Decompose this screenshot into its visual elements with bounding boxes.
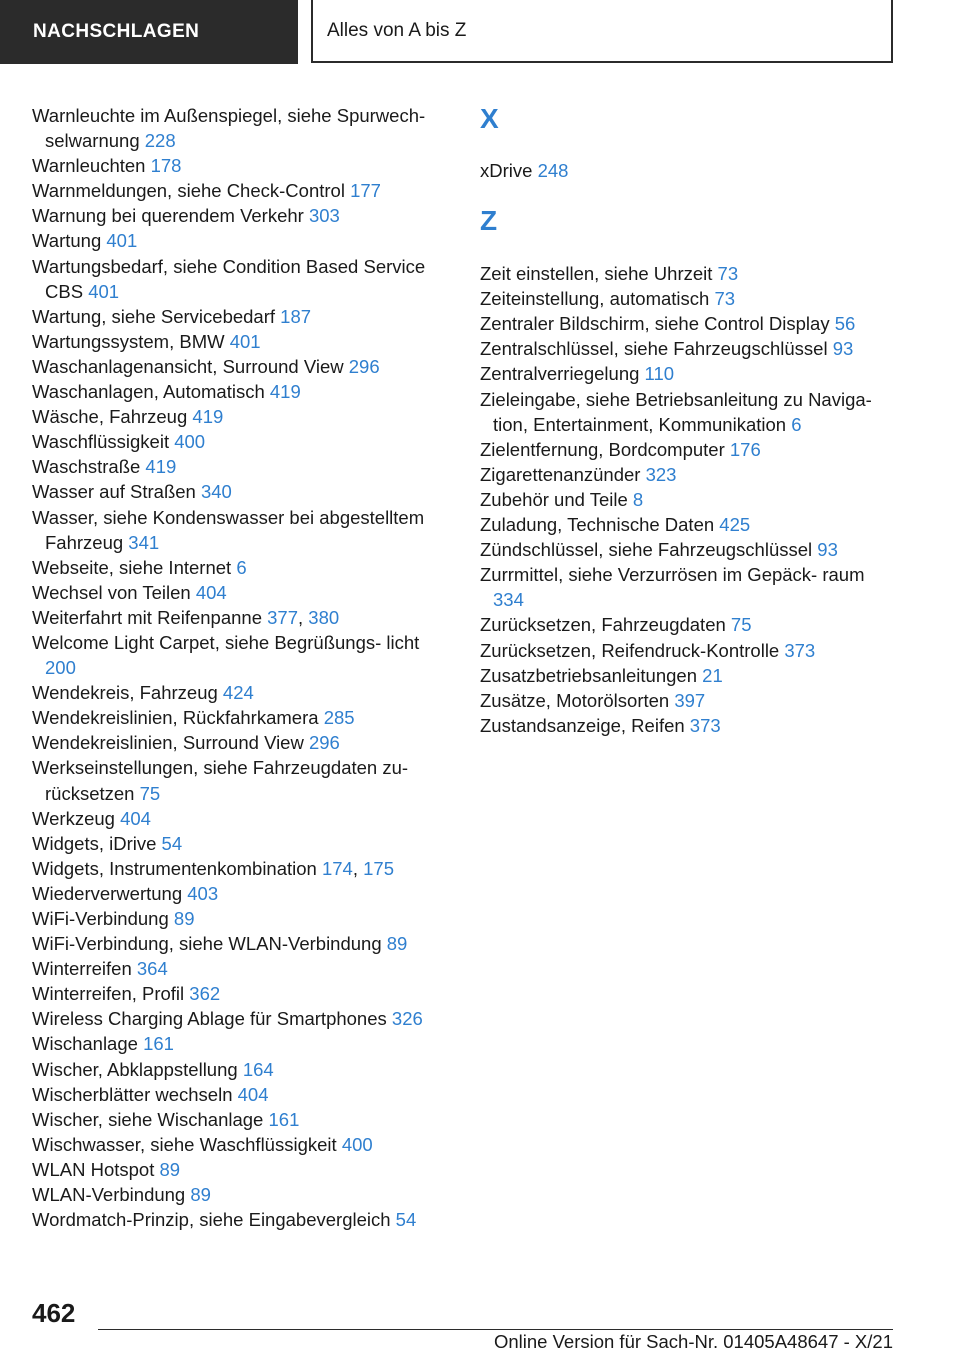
page-reference-link[interactable]: 161 bbox=[268, 1108, 300, 1130]
index-term: Wiederverwertung bbox=[32, 882, 183, 904]
page-reference-link[interactable]: 56 bbox=[834, 313, 856, 335]
page-reference-link[interactable]: 404 bbox=[195, 581, 227, 603]
index-entry bbox=[32, 755, 452, 805]
page-reference-link[interactable]: 380 bbox=[308, 606, 340, 628]
index-term: Zubehör und Teile bbox=[480, 488, 628, 510]
page-reference-link[interactable]: 362 bbox=[189, 983, 221, 1005]
page-reference-link[interactable]: 401 bbox=[229, 330, 261, 352]
index-entry bbox=[32, 1107, 452, 1132]
page-reference-link[interactable]: 419 bbox=[192, 406, 224, 428]
index-term: Wischwasser, siehe Waschflüssigkeit bbox=[32, 1133, 337, 1155]
index-term: Zusatzbetriebsanleitungen bbox=[480, 664, 698, 686]
page-reference-link[interactable]: 401 bbox=[106, 230, 138, 252]
index-term: Wendekreislinien, Rückfahrkamera bbox=[32, 707, 319, 729]
page-reference-link[interactable]: 400 bbox=[174, 431, 206, 453]
index-term: Waschanlagenansicht, Surround View bbox=[32, 355, 344, 377]
index-term: WiFi-Verbindung, siehe WLAN-Verbindung bbox=[32, 933, 382, 955]
index-entry bbox=[480, 286, 900, 311]
page-reference-link[interactable]: 89 bbox=[386, 933, 408, 955]
page-reference-link[interactable]: 401 bbox=[88, 280, 120, 302]
page-reference-link[interactable]: 296 bbox=[308, 732, 340, 754]
page-reference-link[interactable]: 177 bbox=[350, 180, 381, 202]
page-reference-link[interactable]: 425 bbox=[719, 514, 751, 536]
index-term: Warnung bei querendem Verkehr bbox=[32, 205, 304, 227]
index-term: Zündschlüssel, siehe Fahrzeugschlüssel bbox=[480, 539, 813, 561]
index-term: Zentralverriegelung bbox=[480, 363, 640, 385]
index-term: Wischer, siehe Wischanlage bbox=[32, 1108, 264, 1130]
page-reference-link[interactable]: 303 bbox=[308, 205, 340, 227]
index-term: Zeiteinstellung, automatisch bbox=[480, 288, 710, 310]
index-term: Zurrmittel, siehe Verzurrösen im Gepäck- raum bbox=[480, 564, 865, 586]
index-term: Werkseinstellungen, siehe Fahrzeugdaten zu- rücksetzen bbox=[32, 757, 409, 804]
index-entry bbox=[32, 906, 452, 931]
index-term: Zurücksetzen, Reifendruck-Kontrolle bbox=[480, 639, 780, 661]
page-reference-link[interactable]: 89 bbox=[190, 1184, 211, 1206]
index-term: Widgets, Instrumentenkombination bbox=[32, 857, 317, 879]
page-reference-link[interactable]: 110 bbox=[644, 363, 675, 385]
page-reference-link[interactable]: 326 bbox=[391, 1008, 423, 1030]
index-entry bbox=[32, 379, 452, 404]
header-title-box bbox=[311, 0, 893, 63]
index-entry bbox=[480, 562, 900, 612]
section-letter-heading: Z bbox=[480, 205, 498, 237]
footer-divider bbox=[98, 1329, 893, 1330]
page-reference-link[interactable]: 419 bbox=[269, 381, 301, 403]
page-reference-link[interactable]: 248 bbox=[537, 160, 569, 181]
index-term: Wasser, siehe Kondenswasser bei abgestelltem Fahrzeug bbox=[32, 506, 425, 553]
index-entry bbox=[32, 254, 452, 304]
index-entry bbox=[32, 103, 452, 153]
page-reference-link[interactable]: 334 bbox=[493, 589, 524, 611]
page-reference-link[interactable]: 424 bbox=[222, 682, 254, 704]
page-reference-link[interactable]: 187 bbox=[280, 305, 312, 327]
page-reference-link[interactable]: 75 bbox=[139, 782, 161, 804]
index-term: Zielentfernung, Bordcomputer bbox=[480, 438, 725, 460]
index-entry bbox=[480, 387, 900, 437]
index-term: Wasser auf Straßen bbox=[32, 481, 196, 503]
index-entry bbox=[32, 329, 452, 354]
index-entry bbox=[32, 730, 452, 755]
index-entry bbox=[32, 1057, 452, 1082]
index-term: Welcome Light Carpet, siehe Begrüßungs- licht bbox=[32, 631, 420, 653]
index-term: Wischanlage bbox=[32, 1033, 138, 1055]
page-reference-link[interactable]: 341 bbox=[128, 531, 160, 553]
section-letter-heading: X bbox=[480, 103, 499, 134]
index-entry bbox=[480, 462, 900, 487]
page-reference-link[interactable]: 161 bbox=[143, 1033, 174, 1055]
index-entry bbox=[480, 158, 900, 183]
index-entry bbox=[32, 178, 452, 203]
index-entry bbox=[480, 361, 900, 386]
index-entry bbox=[32, 228, 452, 253]
index-entry bbox=[32, 1157, 452, 1182]
page-reference-link[interactable]: 296 bbox=[348, 355, 380, 377]
index-entry bbox=[32, 580, 452, 605]
page-reference-link[interactable]: 377 bbox=[267, 606, 299, 628]
index-term: xDrive bbox=[480, 160, 533, 181]
index-term: Webseite, siehe Internet bbox=[32, 556, 232, 578]
index-term: Warnleuchten bbox=[32, 155, 146, 177]
index-entry bbox=[32, 630, 452, 680]
index-entry bbox=[32, 881, 452, 906]
index-term: WLAN Hotspot bbox=[32, 1158, 155, 1180]
index-term: Wischerblätter wechseln bbox=[32, 1083, 233, 1105]
index-term: Winterreifen bbox=[32, 958, 132, 980]
index-entry bbox=[480, 537, 900, 562]
page-reference-link[interactable]: 373 bbox=[784, 639, 816, 661]
index-entry bbox=[32, 680, 452, 705]
page-reference-link[interactable]: 21 bbox=[702, 664, 723, 686]
index-entry bbox=[480, 437, 900, 462]
index-term: Zigarettenanzünder bbox=[480, 463, 641, 485]
page-reference-link[interactable]: 228 bbox=[144, 130, 176, 152]
index-term: Winterreifen, Profil bbox=[32, 983, 185, 1005]
index-term: Waschanlagen, Automatisch bbox=[32, 381, 265, 403]
page-title: Alles von A bis Z bbox=[327, 19, 467, 41]
index-entry bbox=[32, 1031, 452, 1056]
page-reference-link[interactable]: 364 bbox=[136, 958, 168, 980]
index-term: Wireless Charging Ablage für Smartphones bbox=[32, 1008, 387, 1030]
page-reference-link[interactable]: 397 bbox=[674, 689, 706, 711]
page-reference-link[interactable]: 404 bbox=[237, 1083, 269, 1105]
index-term: Wischer, Abklappstellung bbox=[32, 1058, 238, 1080]
index-entry bbox=[480, 638, 900, 663]
index-term: Warnmeldungen, siehe Check-Control bbox=[32, 180, 345, 202]
page-reference-link[interactable]: 340 bbox=[200, 481, 232, 503]
page-reference-link[interactable]: 373 bbox=[689, 714, 721, 736]
page-reference-link[interactable]: 93 bbox=[832, 338, 854, 360]
page-reference-link[interactable]: 419 bbox=[145, 456, 177, 478]
index-entry bbox=[480, 512, 900, 537]
index-term: Warnleuchte im Außenspiegel, siehe Spurwech- selwarnung bbox=[32, 105, 426, 152]
index-entry bbox=[32, 505, 452, 555]
index-entry bbox=[480, 612, 900, 637]
index-term: Weiterfahrt mit Reifenpanne bbox=[32, 606, 262, 628]
index-entry bbox=[480, 713, 900, 738]
index-entry bbox=[32, 806, 452, 831]
index-entry bbox=[32, 1006, 452, 1031]
index-term: Widgets, iDrive bbox=[32, 832, 157, 854]
index-entry bbox=[32, 981, 452, 1006]
index-term: Zentraler Bildschirm, siehe Control Display bbox=[480, 313, 830, 335]
online-version-note: Online Version für Sach-Nr. 01405A48647 - X/21 bbox=[493, 1331, 893, 1352]
page-number: 462 bbox=[32, 1298, 76, 1328]
page-reference-link[interactable]: 285 bbox=[323, 707, 355, 729]
page-reference-link[interactable]: 54 bbox=[395, 1209, 417, 1231]
index-entry bbox=[32, 304, 452, 329]
index-term: Zentralschlüssel, siehe Fahrzeugschlüssel bbox=[480, 338, 828, 360]
page-reference-link[interactable]: 73 bbox=[714, 288, 736, 310]
index-term: Zuladung, Technische Daten bbox=[480, 514, 715, 536]
index-entry bbox=[32, 479, 452, 504]
header-section-tab bbox=[0, 0, 298, 64]
page-reference-link[interactable]: 75 bbox=[730, 614, 752, 636]
page-reference-link[interactable]: 404 bbox=[120, 807, 151, 829]
page-reference-link[interactable]: 6 bbox=[236, 556, 247, 578]
index-term: Wordmatch-Prinzip, siehe Eingabevergleich bbox=[32, 1209, 391, 1231]
index-term: Zieleingabe, siehe Betriebsanleitung zu Naviga- tion, Entertainment, Kommunikation bbox=[480, 388, 872, 435]
index-term: Wartung bbox=[32, 230, 102, 252]
index-entry: Widgets, Instrumentenkombination 174, 175 bbox=[32, 857, 395, 879]
index-term: Zusätze, Motorölsorten bbox=[480, 689, 670, 711]
page-reference-link[interactable]: 6 bbox=[791, 413, 802, 435]
index-entry bbox=[32, 1082, 452, 1107]
index-term: Zeit einstellen, siehe Uhrzeit bbox=[480, 263, 713, 285]
index-entry bbox=[32, 404, 452, 429]
page-reference-link[interactable]: 176 bbox=[729, 438, 761, 460]
index-term: Wartung, siehe Servicebedarf bbox=[32, 305, 276, 327]
index-entry: Weiterfahrt mit Reifenpanne 377, 380 bbox=[32, 606, 340, 628]
index-entry bbox=[32, 956, 452, 981]
index-term: Waschflüssigkeit bbox=[32, 431, 170, 453]
page-reference-link[interactable]: 174 bbox=[321, 857, 353, 879]
page-reference-link[interactable]: 54 bbox=[161, 832, 183, 854]
index-entry bbox=[480, 261, 900, 286]
index-term: Wendekreislinien, Surround View bbox=[32, 732, 304, 754]
page-reference-link[interactable]: 323 bbox=[645, 463, 677, 485]
page-reference-link[interactable]: 164 bbox=[242, 1058, 274, 1080]
index-entry bbox=[32, 454, 452, 479]
index-entry bbox=[32, 1132, 452, 1157]
page-reference-link[interactable]: 93 bbox=[817, 539, 838, 561]
index-column-left bbox=[32, 103, 452, 1232]
index-term: WLAN-Verbindung bbox=[32, 1184, 186, 1206]
index-term: Wendekreis, Fahrzeug bbox=[32, 682, 218, 704]
index-term: Wechsel von Teilen bbox=[32, 581, 191, 603]
page-reference-link[interactable]: 8 bbox=[632, 488, 644, 510]
index-entry bbox=[480, 336, 900, 361]
page-reference-link[interactable]: 73 bbox=[717, 263, 739, 285]
page-reference-link[interactable]: 403 bbox=[187, 882, 219, 904]
index-entry bbox=[32, 1207, 452, 1232]
index-entry bbox=[480, 311, 900, 336]
index-term: WiFi-Verbindung bbox=[32, 908, 169, 929]
index-entry bbox=[32, 153, 452, 178]
index-entry bbox=[32, 1182, 452, 1207]
index-term: Wartungsbedarf, siehe Condition Based Service CBS bbox=[32, 255, 426, 302]
index-term: Wartungssystem, BMW bbox=[32, 330, 225, 352]
index-column-right bbox=[480, 103, 900, 738]
index-entry bbox=[480, 688, 900, 713]
index-entry bbox=[32, 831, 452, 856]
page-reference-link[interactable]: 89 bbox=[159, 1158, 181, 1180]
page-reference-link[interactable]: 400 bbox=[341, 1133, 373, 1155]
index-entry bbox=[32, 354, 452, 379]
index-entry bbox=[32, 931, 452, 956]
page-reference-link[interactable]: 178 bbox=[150, 155, 182, 177]
index-term: Waschstraße bbox=[32, 456, 141, 478]
index-term: Zustandsanzeige, Reifen bbox=[480, 714, 685, 736]
page-reference-link[interactable]: 175 bbox=[363, 857, 395, 879]
index-entry bbox=[32, 555, 452, 580]
index-entry bbox=[32, 203, 452, 228]
index-term: Werkzeug bbox=[32, 807, 115, 829]
page-reference-link[interactable]: 89 bbox=[173, 908, 195, 929]
index-entry bbox=[480, 487, 900, 512]
index-term: Wäsche, Fahrzeug bbox=[32, 406, 188, 428]
index-entry bbox=[32, 705, 452, 730]
index-entry bbox=[32, 429, 452, 454]
index-entry bbox=[480, 663, 900, 688]
page-reference-link[interactable]: 200 bbox=[45, 657, 76, 679]
index-term: Zurücksetzen, Fahrzeugdaten bbox=[480, 614, 726, 636]
section-label: NACHSCHLAGEN bbox=[33, 21, 200, 42]
